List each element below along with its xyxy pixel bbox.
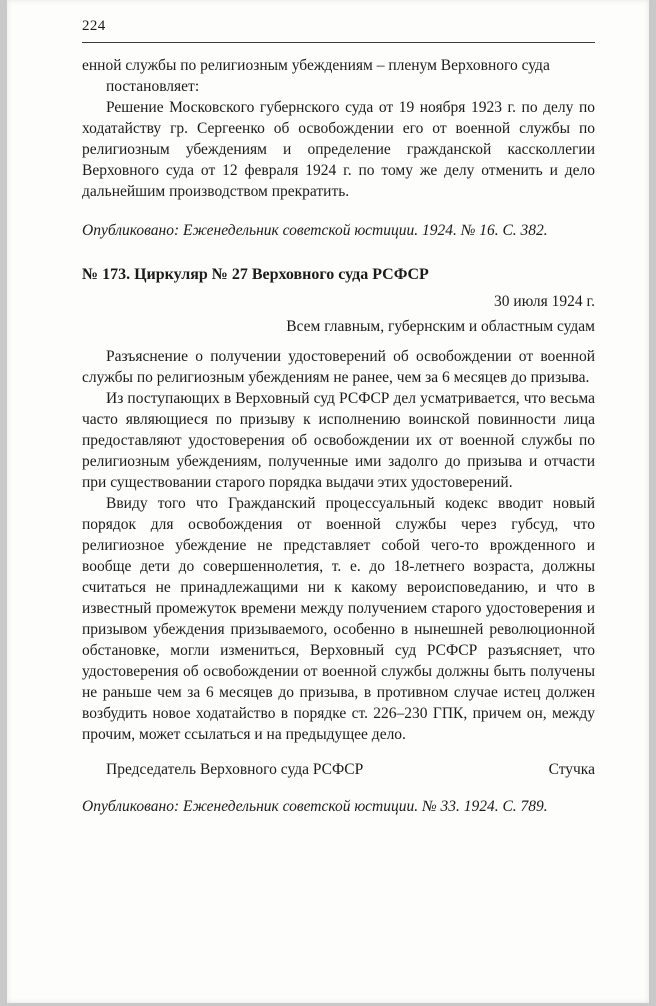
- ruling-paragraph: Решение Московского губернского суда от 19 ноября 1923 г. по делу по ходатайству гр. Сергеенко об освобождении его от военной службы по религиозным убеждениям и определение гражданской кассколлегии Верховного суда от 12 февраля 1924 г. по тому же делу отменить и дело дальнейшим производством прекратить.: [82, 99, 595, 200]
- resolution-text: постановляет:: [106, 78, 200, 95]
- circular-paragraph-2: Из поступающих в Верховный суд РСФСР дел усматривается, что весьма часто являющиеся по призыву к исполнению воинской повинности лица предоставляют удостоверения об освобождении их от военной службы по религиозным убеждениям, полученные ими задолго до призыва и отчасти при существовании старого порядка выдачи этих удостоверений.: [82, 390, 595, 491]
- page-number: 224: [82, 18, 106, 34]
- publication-note-1: Опубликовано: Еженедельник советской юстиции. 1924. № 16. С. 382.: [82, 222, 548, 239]
- circular-paragraph-1: Разъяснение о получении удостоверений об освобождении от военной службы по религиозным убеждениям не ранее, чем за 6 месяцев до призыва.: [82, 348, 595, 386]
- signature-row: [82, 759, 595, 780]
- circular-date: 30 июля 1924 г.: [494, 293, 595, 310]
- continuation-text: енной службы по религиозным убеждениям – пленум Верховного суда: [82, 57, 550, 74]
- continuation-paragraph: [82, 55, 595, 97]
- circular-heading: № 173. Циркуляр № 27 Верховного суда РСФСР: [82, 266, 429, 283]
- publication-note-2: Опубликовано: Еженедельник советской юстиции. № 33. 1924. С. 789.: [82, 798, 548, 815]
- signature-title: Председатель Верховного суда РСФСР: [106, 761, 364, 778]
- text-block: [82, 55, 595, 817]
- header-rule: [82, 42, 595, 43]
- signature-name: Стучка: [548, 761, 595, 778]
- circular-paragraph-3: Ввиду того что Гражданский процессуальный кодекс вводит новый порядок для освобождения от военной службы через губсуд, что религиозное убеждение не представляет собой чего-то врожденного и вообще дети до совершеннолетия, т. е. до 18-летнего возраста, должны считаться не принадлежащими ни к какому вероисповеданию, и что в известный промежуток времени между получением старого удостоверения и призывом убеждения призываемого, особенно в нынешней революционной обстановке, могли измениться, Верховный суд РСФСР разъясняет, что удостоверения об освобождении от военной службы должны быть получены не раньше чем за 6 месяцев до призыва, в противном случае истец должен возбудить новое ходатайство в порядке ст. 226–230 ГПК, причем он, между прочим, может ссылаться и на предыдущее дело.: [82, 495, 595, 743]
- book-page: [7, 0, 649, 1003]
- circular-addressee: Всем главным, губернским и областным судам: [286, 318, 595, 335]
